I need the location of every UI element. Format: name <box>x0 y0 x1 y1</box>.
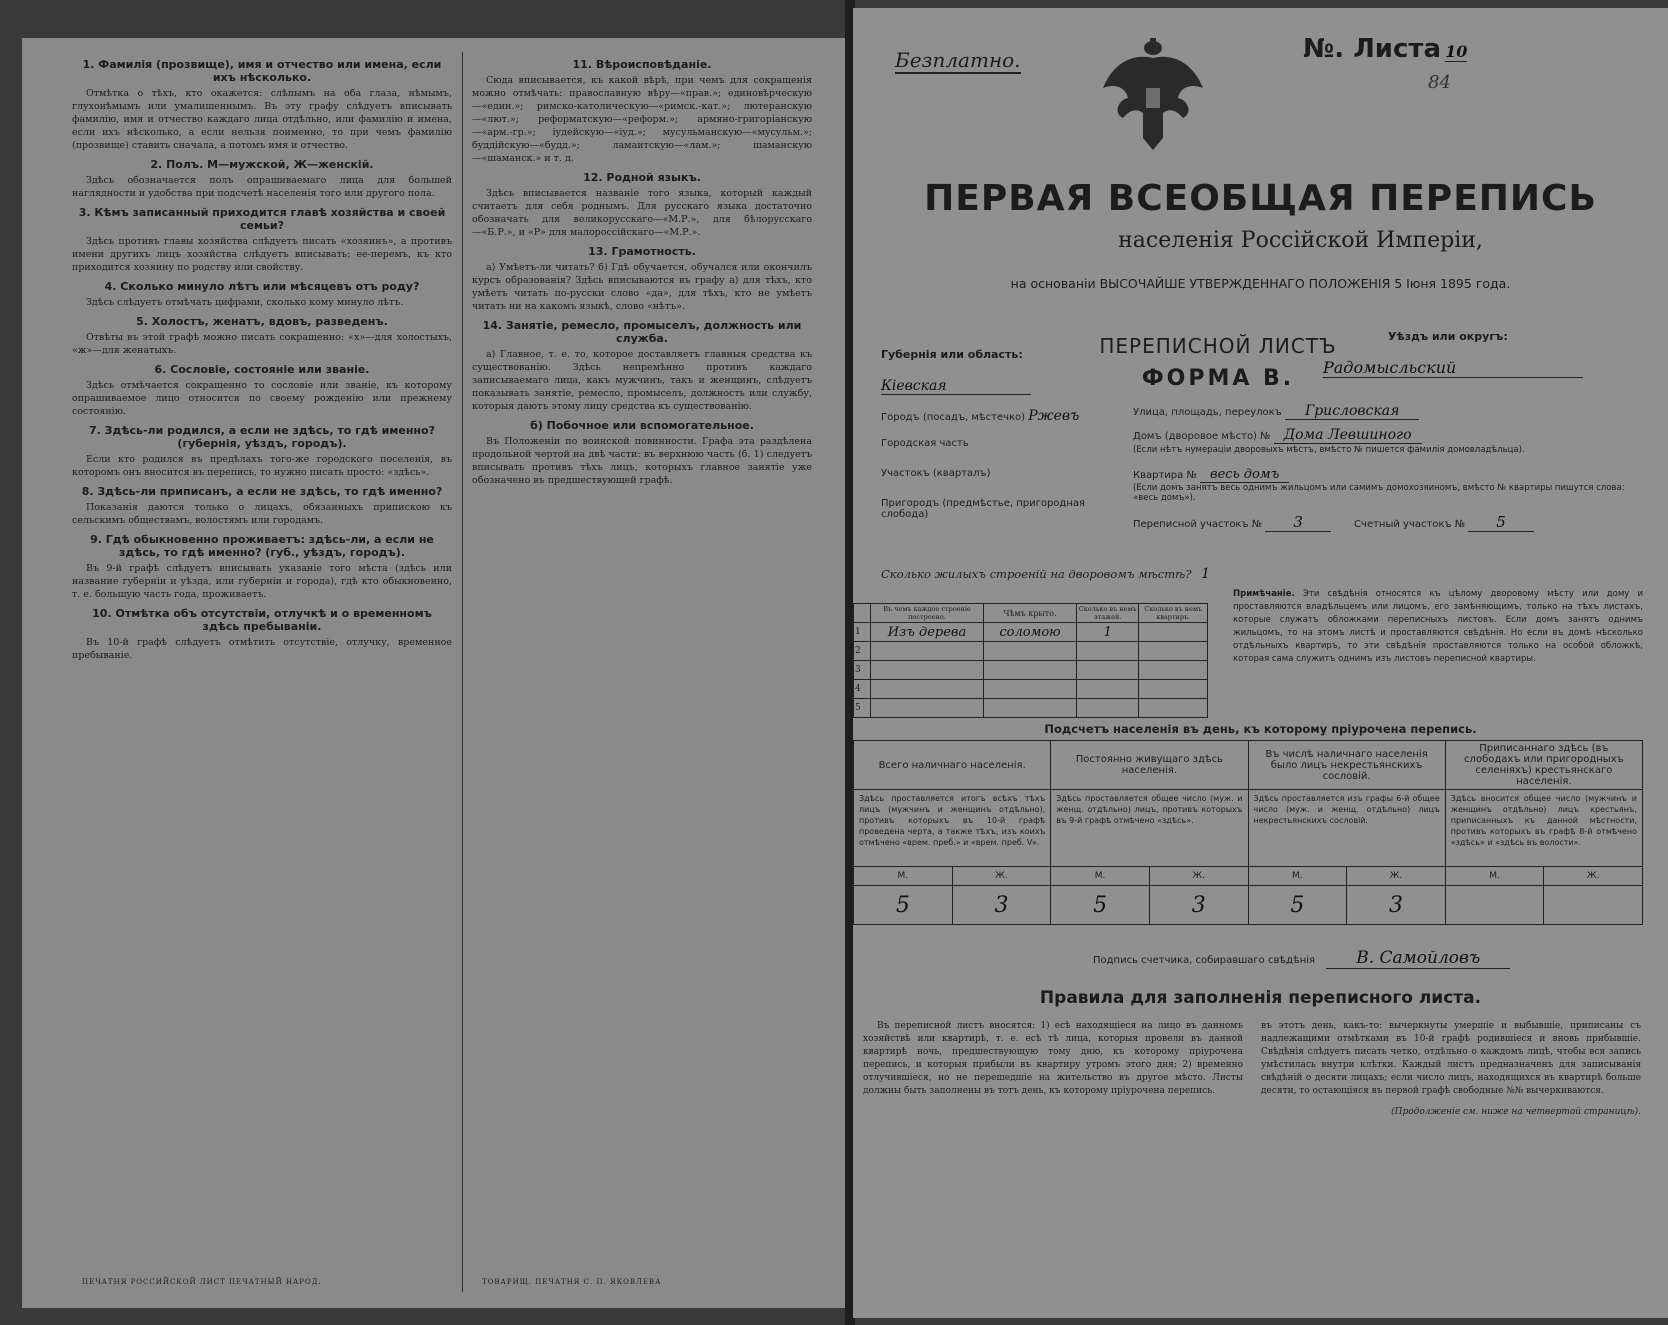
signature-value: В. Самойловъ <box>1326 948 1510 969</box>
right-page <box>853 8 1668 1318</box>
buildings-cell-n: 3 <box>854 661 871 680</box>
section-heading: 3. Кѣмъ записанный приходится главѣ хозяйства и своей семьи? <box>78 206 446 232</box>
left-column-2 <box>472 52 812 492</box>
count-value-cell: 5 <box>1248 886 1347 925</box>
house-label: Домъ (дворовое мѣсто) № <box>1133 431 1271 442</box>
buildings-cell-roof: соломою <box>984 623 1077 642</box>
section-heading: 13. Грамотность. <box>588 245 696 258</box>
street-label: Улица, площадь, переулокъ <box>1133 407 1282 418</box>
section-heading: 14. Занятіе, ремесло, промыселъ, должность или служба. <box>482 319 802 345</box>
address-right-fields <box>1133 403 1633 533</box>
city-label: Городъ (посадъ, мѣстечко) <box>881 412 1026 423</box>
section-text: Отвѣты въ этой графѣ можно писать сокращенно: «х»—для холостыхъ, «ж»—для женатыхъ. <box>72 332 452 356</box>
rules-right-body: въ этотъ день, какъ-то: вычеркнуты умершіе и выбывшіе, приписаны съ надлежащими отмѣтками въ 10-й графѣ родившіеся и вновь прибывшіе. Свѣдѣнія слѣдуетъ писать четко, отдѣльно о каждомъ лицѣ, чтобы вся запись умѣстилась внутри клѣтки. Каждый листъ предназначенъ для записыванія свѣдѣній о десяти лицахъ; если число лицъ, находящихся въ квартирѣ больше десяти, то остающіяся въ первой графѣ свободные №№ вычеркиваются. <box>1261 1021 1641 1096</box>
street-value: Грисловская <box>1285 403 1419 420</box>
rules-right-text <box>1261 1020 1641 1119</box>
census-basis: на основаніи ВЫСОЧАЙШЕ УТВЕРЖДЕННАГО ПОЛОЖЕНІЯ 5 Іюня 1895 года. <box>1010 276 1511 291</box>
count-value-cell: 3 <box>1347 886 1446 925</box>
section-text: Здѣсь вписывается названіе того языка, который каждый считаетъ для себя роднымъ. Для русскаго языка достаточно обозначать для великорусскаго—«М.Р.», для бѣлорусскаго—«Б.Р.», и «Р» для малороссійскаго—«М.Р.». <box>472 188 812 238</box>
buildings-cell-flats <box>1139 661 1208 680</box>
buildings-th-material: Въ чемъ каждое строеніе построено. <box>871 604 984 623</box>
buildings-cell-flats <box>1139 623 1208 642</box>
count-header: Всего наличнаго населенія. <box>854 741 1051 790</box>
buildings-cell-n: 4 <box>854 680 871 699</box>
buildings-cell-flats <box>1139 680 1208 699</box>
buildings-cell-roof <box>984 699 1077 718</box>
count-description: Здѣсь проставляется итогъ всѣхъ тѣхъ лицъ (мужчинъ и женщинъ отдѣльно), противъ которыхъ въ 10-й графѣ проведена черта, а также тѣхъ, изъ коихъ отмѣчено «врем. преб.» и «врем. преб. V». <box>854 790 1051 867</box>
suburb-field: Пригородъ (предмѣстье, пригородная слобода) <box>881 498 1086 520</box>
address-left-fields <box>881 408 1106 528</box>
buildings-note <box>1233 588 1643 666</box>
buildings-cell-material <box>871 699 984 718</box>
buildings-note-title: Примѣчаніе. <box>1233 589 1295 599</box>
buildings-th-num <box>854 604 871 623</box>
form-title: ПЕРЕПИСНОЙ ЛИСТЪ <box>1099 334 1337 358</box>
flat-field <box>1133 467 1633 482</box>
count-sex-row <box>854 867 1643 886</box>
section-heading: 10. Отмѣтка объ отсутствіи, отлучкѣ и о временномъ здѣсь пребываніи. <box>92 607 432 633</box>
eagle-emblem-icon <box>1098 38 1208 153</box>
section-heading: 8. Здѣсь-ли приписанъ, а если не здѣсь, то гдѣ именно? <box>81 485 443 498</box>
population-count-table <box>853 740 1643 925</box>
buildings-cell-roof <box>984 680 1077 699</box>
free-stamp: Безплатно. <box>895 48 1021 72</box>
buildings-cell-roof <box>984 661 1077 680</box>
buildings-cell-n: 1 <box>854 623 871 642</box>
count-sex-cell: Ж. <box>1149 867 1248 886</box>
buildings-cell-material <box>871 680 984 699</box>
count-value-cell: 3 <box>1149 886 1248 925</box>
district-field: Участокъ (кварталъ) <box>881 468 991 479</box>
count-description: Здѣсь проставляется общее число (муж. и женщ. отдѣльно) лицъ, противъ которыхъ въ 9-й графѣ отмѣчено «здѣсь». <box>1051 790 1248 867</box>
form-letter: ФОРМА В. <box>1141 366 1295 391</box>
section-text: Отмѣтка о тѣхъ, кто окажется: слѣпымъ на оба глаза, нѣмымъ, глухонѣмымъ или умалишеннымъ. Въ эту графу слѣдуетъ вписывать фамилію, имя и отчество каждаго лица отдѣльно, или фамилію и имена, если ихъ нѣсколько, а если нельзя поименно, то при чемъ фамилію (прозвище) ставить сначала, а потомъ имя и отчество. <box>72 88 452 151</box>
section-heading: 9. Гдѣ обыкновенно проживаетъ: здѣсь-ли, а если не здѣсь, то гдѣ именно? (губ., уѣздъ, городъ). <box>90 533 434 559</box>
section-text: Показанія даются только о лицахъ, обязанныхъ припискою къ сельскимъ обществамъ, волостямъ или городамъ. <box>72 502 452 526</box>
count-header: Въ числѣ наличнаго населенія было лицъ некрестьянскихъ сословій. <box>1248 741 1445 790</box>
house-note: (Если нѣтъ нумераціи дворовыхъ мѣстъ, вмѣсто № пишется фамилія домовладѣльца). <box>1133 445 1525 455</box>
buildings-table <box>853 603 1208 718</box>
census-district-label: Переписной участокъ № <box>1133 519 1263 530</box>
district-numbers <box>1133 513 1633 533</box>
count-district-label: Счетный участокъ № <box>1354 519 1466 530</box>
left-column-1 <box>72 52 452 667</box>
buildings-cell-flats <box>1139 699 1208 718</box>
section-text: Здѣсь слѣдуетъ отмѣчать цифрами, сколько кому минуло лѣтъ. <box>86 297 404 308</box>
flat-note: (Если домъ занятъ весь однимъ жильцомъ или самимъ домохозяиномъ, вмѣсто № квартиры пишутся слова: «весь домъ»). <box>1133 483 1625 503</box>
buildings-cell-floors <box>1077 680 1139 699</box>
count-header: Приписаннаго здѣсь (въ слободахъ или пригородныхъ селеніяхъ) крестьянскаго населенія. <box>1445 741 1642 790</box>
buildings-cell-floors <box>1077 661 1139 680</box>
census-title: ПЕРВАЯ ВСЕОБЩАЯ ПЕРЕПИСЬ <box>924 178 1597 219</box>
section-heading: 12. Родной языкъ. <box>583 171 701 184</box>
section-heading: 7. Здѣсь-ли родился, а если не здѣсь, то гдѣ именно? (губернія, уѣздъ, городъ). <box>89 424 435 450</box>
section-heading: 2. Полъ. М—мужской, Ж—женскій. <box>150 158 374 171</box>
uezd-value: Радомысльский <box>1323 358 1583 378</box>
gubernia-label: Губернія или область: <box>881 348 1023 361</box>
count-description: Здѣсь проставляется изъ графы 6-й общее число (муж. и женщ. отдѣльно) лицъ некрестьянскихъ сословій. <box>1248 790 1445 867</box>
census-district-value: 3 <box>1265 513 1331 532</box>
count-sex-cell: Ж. <box>952 867 1051 886</box>
sheet-number-pencil: 84 <box>1428 72 1451 93</box>
count-description-row <box>854 790 1643 867</box>
buildings-cell-flats <box>1139 642 1208 661</box>
city-value: Ржевъ <box>1028 408 1080 424</box>
section-text: Сюда вписывается, къ какой вѣрѣ, при чемъ для сокращенія можно отмѣчать: православную вѣру—«прав.»; единовѣрческую—«един.»; римско-католическую—«римск.-кат.»; лютеранскую—«лют.»; реформатскую—«реформ.»; армяно-григоріанскую—«арм.-гр.»; іудейскую—«іуд.»; мусульманскую—«мусульм.»; буддійскую—«будд.»; ламаитскую—«лам.»; шаманскую—«шаманск.» и т. д. <box>472 75 812 164</box>
buildings-row <box>854 661 1208 680</box>
uezd-label: Уѣздъ или округъ: <box>1388 330 1508 343</box>
section-heading: 11. Вѣроисповѣданіе. <box>572 58 712 71</box>
footer-right: ТОВАРИЩ. ПЕЧАТНЯ С. П. ЯКОВЛЕВА <box>482 1278 662 1286</box>
signature-label: Подпись счетчика, собиравшаго свѣдѣнія <box>1093 955 1316 966</box>
buildings-cell-floors <box>1077 642 1139 661</box>
section-text: а) Умѣетъ-ли читать? б) Гдѣ обучается, обучался или окончилъ курсъ образованія? Здѣсь вписываются въ графу а) для тѣхъ, кто умѣетъ читать по-русски слово «да», для тѣхъ, кто не умѣетъ читать ни на какомъ языкѣ, слово «нѣтъ». <box>472 262 812 312</box>
buildings-cell-roof <box>984 642 1077 661</box>
section-heading: 4. Сколько минуло лѣтъ или мѣсяцевъ отъ роду? <box>104 280 420 293</box>
column-divider <box>462 52 463 1292</box>
signature-line <box>1093 948 1510 968</box>
section-text: Здѣсь отмѣчается сокращенно то сословіе или званіе, къ которому опрашиваемое лицо относится по своему рожденію или прежнему состоянію. <box>72 380 452 417</box>
city-part-field: Городская часть <box>881 438 969 449</box>
sheet-number <box>1303 34 1467 64</box>
buildings-question-text: Сколько жилыхъ строеній на дворовомъ мѣстѣ? <box>881 567 1192 581</box>
buildings-cell-material: Изъ дерева <box>871 623 984 642</box>
city-field <box>881 408 1106 438</box>
rules-footnote: (Продолженіе см. ниже на четвертой страницѣ). <box>1391 1107 1641 1117</box>
house-field <box>1133 427 1633 443</box>
count-sex-cell: Ж. <box>1347 867 1446 886</box>
gubernia-value: Кіевская <box>881 378 1031 395</box>
flat-value: весь домъ <box>1200 467 1289 483</box>
count-value-cell <box>1445 886 1544 925</box>
section-text: Здѣсь противъ главы хозяйства слѣдуетъ писать «хозяинъ», а противъ имени другихъ лицъ хозяйства слѣдуетъ вписывать: ее-перемъ, къ кто приходится хозяину по родству или свойству. <box>72 236 452 273</box>
count-header: Постоянно живущаго здѣсь населенія. <box>1051 741 1248 790</box>
count-district-value: 5 <box>1468 513 1534 532</box>
count-description: Здѣсь вносится общее число (мужчинъ и женщинъ отдѣльно) лицъ крестьянъ, приписанныхъ къ данной мѣстности, противъ которыхъ въ графѣ 8-й отмѣчено «здѣсь» и «здѣсь въ волости». <box>1445 790 1642 867</box>
count-sex-cell: М. <box>1051 867 1150 886</box>
count-sex-cell: М. <box>1445 867 1544 886</box>
section-heading: 5. Холостъ, женатъ, вдовъ, разведенъ. <box>136 315 388 328</box>
count-header-row <box>854 741 1643 790</box>
count-value-cell: 5 <box>1051 886 1150 925</box>
buildings-value: 1 <box>1201 566 1211 582</box>
sheet-number-value: 10 <box>1445 42 1468 61</box>
sheet-number-label: №. Листа <box>1303 34 1442 64</box>
count-sex-cell: М. <box>1248 867 1347 886</box>
buildings-row <box>854 642 1208 661</box>
buildings-row <box>854 699 1208 718</box>
rules-title: Правила для заполненія переписного листа. <box>1039 988 1482 1008</box>
flat-label: Квартира № <box>1133 470 1197 481</box>
section-text: Если кто родился въ предѣлахъ того-же городского поселенія, въ которомъ онъ вносится въ перепись, то нужно писать просто: «здѣсь». <box>72 454 452 478</box>
section-text: Въ Положеніи по воинской повинности. Графа эта раздѣлена продольной чертой на двѣ части: въ верхнюю часть (б. 1) следуетъ вписывать противъ тѣхъ лицъ, которыхъ главное занятіе уже обозначено въ предшествующей графѣ. <box>472 436 812 486</box>
buildings-cell-floors: 1 <box>1077 623 1139 642</box>
rules-left-text: Въ переписной листъ вносятся: 1) есѣ находящіеся на лицо въ данномъ хозяйствѣ или квартирѣ, т. е. есѣ тѣ лица, которыя провели въ данной квартирѣ ночь, предшествующую тому дню, къ которому пріурочена перепись, и которыя прибыли въ квартиру утромъ этого дня; 2) временно отлучившіеся, но не перешедшіе на жительство въ другое мѣсто. Листы должны быть заполнены въ тотъ день, къ которому пріурочена перепись. <box>863 1021 1243 1096</box>
buildings-cell-material <box>871 642 984 661</box>
buildings-table-header <box>854 604 1208 623</box>
section-text: Въ 10-й графѣ слѣдуетъ отмѣтить отсутствіе, отлучку, временное пребываніе. <box>72 637 452 661</box>
count-value-cell <box>1544 886 1643 925</box>
footer-left: ПЕЧАТНЯ РОССИЙСКОЙ ЛИСТ ПЕЧАТНЫЙ НАРОД. <box>82 1278 322 1286</box>
buildings-cell-floors <box>1077 699 1139 718</box>
count-title: Подсчетъ населенія въ день, къ которому пріурочена перепись. <box>1044 722 1477 736</box>
section-text: Здѣсь обозначается полъ опрашиваемаго лица для большей наглядности и удобства при подсчетѣ населенія того или другого пола. <box>72 175 452 199</box>
buildings-question <box>881 566 1210 582</box>
buildings-cell-n: 5 <box>854 699 871 718</box>
house-value: Дома Левшиного <box>1274 427 1422 444</box>
buildings-cell-material <box>871 661 984 680</box>
buildings-row <box>854 680 1208 699</box>
buildings-th-flats: Сколько въ немъ квартиръ. <box>1139 604 1208 623</box>
street-field <box>1133 403 1633 427</box>
census-subtitle: населенія Россійской Имперіи, <box>1118 228 1483 253</box>
section-heading: 6. Сословіе, состояніе или званіе. <box>154 363 370 376</box>
buildings-th-floors: Сколько въ немъ этажей. <box>1077 604 1139 623</box>
count-value-cell: 5 <box>854 886 953 925</box>
count-value-cell: 3 <box>952 886 1051 925</box>
buildings-th-roof: Чѣмъ крыто. <box>984 604 1077 623</box>
section-text: а) Главное, т. е. то, которое доставляетъ главныя средства къ существованію. Здѣсь непремѣнно противъ каждаго записываемаго лица, какъ мужчинъ, такъ и женщинъ, слѣдуетъ показывать занятіе, ремесло, промыселъ, должность или службу, которыя даютъ этому лицу средства къ существованію. <box>472 349 812 412</box>
buildings-cell-n: 2 <box>854 642 871 661</box>
buildings-note-text: Эти свѣдѣнія относятся къ цѣлому дворовому мѣсту или дому и проставляются владѣльцемъ или лицомъ, его замѣняющимъ, только на тѣхъ листахъ, которые служатъ обложками переписныхъ листовъ. Если домъ занятъ однимъ жильцомъ, то на этомъ листѣ и проставляются свѣдѣнія. Но если въ домѣ нѣсколько отдѣльныхъ квартиръ, то эти свѣдѣнія проставляются только на особой обложкѣ, которая сама служитъ однимъ изъ листовъ переписной квартиры. <box>1233 589 1644 664</box>
section-heading: б) Побочное или вспомогательное. <box>530 419 754 432</box>
buildings-row <box>854 623 1208 642</box>
count-sex-cell: Ж. <box>1544 867 1643 886</box>
section-heading: 1. Фамилія (прозвище), имя и отчество или имена, если ихъ нѣсколько. <box>82 58 442 84</box>
left-page <box>22 38 847 1308</box>
section-text: Въ 9-й графѣ слѣдуетъ вписывать указаніе того мѣста (здѣсь или название губерніи и уѣзда, или губерніи и города), гдѣ кто обыкновенно, т. е. большую часть года, проживаетъ. <box>72 563 452 600</box>
count-sex-cell: М. <box>854 867 953 886</box>
count-values-row <box>854 886 1643 925</box>
